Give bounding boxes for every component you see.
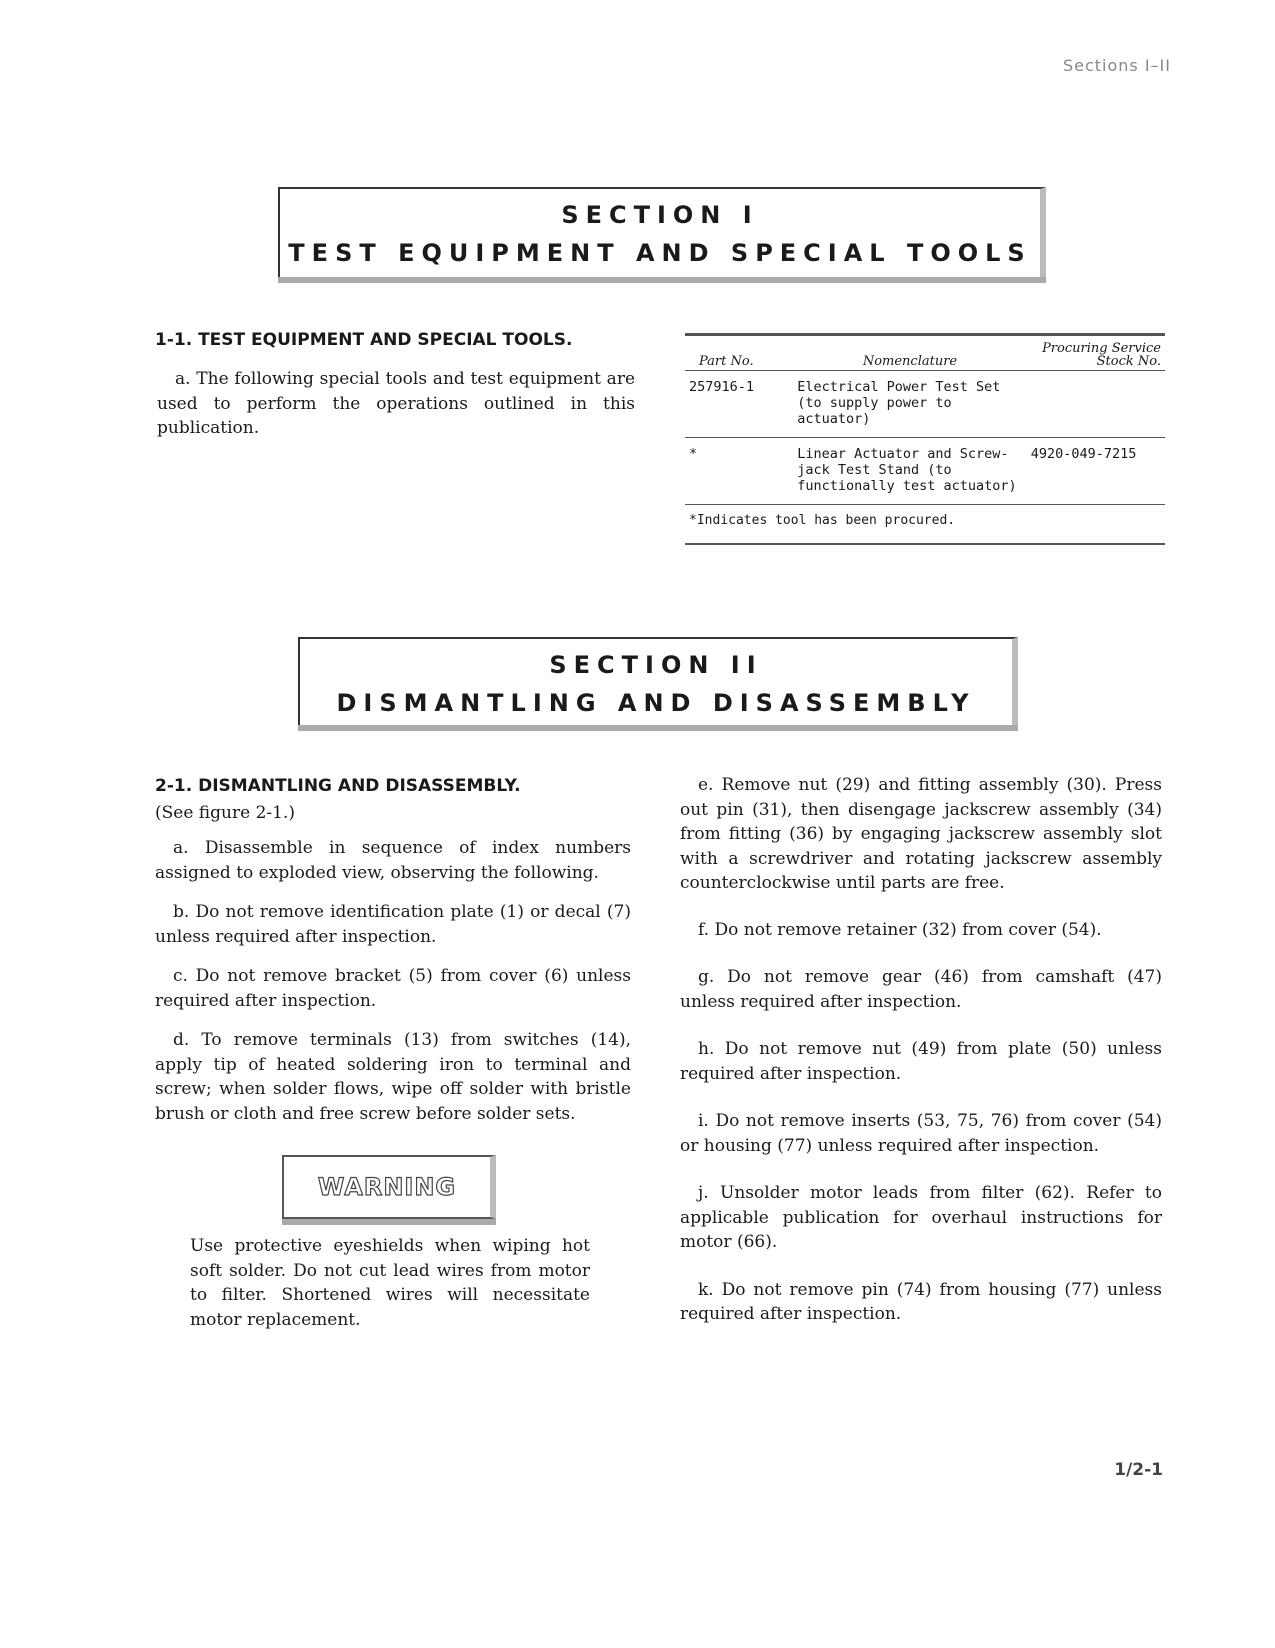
right-column xyxy=(680,773,1162,1327)
section-2-banner xyxy=(298,637,1018,725)
col-nomenclature: Nomenclature xyxy=(793,335,1026,371)
page-number: 1/2-1 xyxy=(1114,1460,1163,1480)
section-1-number: SECTION I xyxy=(561,201,759,229)
paragraph-text: a. The following special tools and test equipment are used to perform the operations outlined in this publication. xyxy=(157,369,635,438)
step-h: h. Do not remove nut (49) from plate (50) unless required after inspection. xyxy=(680,1039,1162,1084)
col-stock-no: Procuring Service Stock No. xyxy=(1027,335,1165,371)
step-k: k. Do not remove pin (74) from housing (77) unless required after inspection. xyxy=(680,1279,1162,1324)
step-b: b. Do not remove identification plate (1) or decal (7) unless required after inspection. xyxy=(155,902,631,947)
cell-stock-no xyxy=(1027,371,1165,438)
step-f: f. Do not remove retainer (32) from cover (54). xyxy=(698,919,1102,940)
tools-table xyxy=(685,333,1165,545)
table-footnote: *Indicates tool has been procured. xyxy=(685,505,1165,545)
step-i: i. Do not remove inserts (53, 75, 76) from cover (54) or housing (77) unless required after inspection. xyxy=(680,1111,1162,1156)
section-2-title: DISMANTLING AND DISASSEMBLY xyxy=(336,689,976,717)
step-a: a. Disassemble in sequence of index numbers assigned to exploded view, observing the following. xyxy=(155,838,631,883)
step-c: c. Do not remove bracket (5) from cover (6) unless required after inspection. xyxy=(155,966,631,1011)
table-row xyxy=(685,371,1165,438)
warning-text: Use protective eyeshields when wiping hot soft solder. Do not cut lead wires from motor to filter. Shortened wires will necessitate motor replacement. xyxy=(190,1236,590,1330)
running-header: Sections I–II xyxy=(1062,56,1171,75)
heading-1-1: 1-1. TEST EQUIPMENT AND SPECIAL TOOLS. xyxy=(155,330,573,350)
step-g: g. Do not remove gear (46) from camshaft (47) unless required after inspection. xyxy=(680,967,1162,1012)
cell-stock-no: 4920-049-7215 xyxy=(1027,438,1165,505)
warning-banner: WARNING xyxy=(282,1155,496,1219)
cell-nomenclature: Electrical Power Test Set (to supply power to actuator) xyxy=(793,371,1026,438)
step-e: e. Remove nut (29) and fitting assembly (30). Press out pin (31), then disengage jackscrew assembly (34) from fitting (36) by engaging jackscrew assembly slot with a screwdriver and rotating jackscrew assembly counterclockwise until parts are free. xyxy=(680,775,1162,893)
cell-nomenclature: Linear Actuator and Screw-jack Test Stand (to functionally test actuator) xyxy=(793,438,1026,505)
section-1-title: TEST EQUIPMENT AND SPECIAL TOOLS xyxy=(288,239,1032,267)
cell-part-no: 257916-1 xyxy=(685,371,793,438)
section-2-number: SECTION II xyxy=(549,651,763,679)
left-column xyxy=(155,836,631,1126)
paragraph-1-1-a xyxy=(157,367,635,441)
figure-reference: (See figure 2-1.) xyxy=(155,803,295,823)
table-note-row xyxy=(685,505,1165,545)
section-1-banner xyxy=(278,187,1046,277)
step-j: j. Unsolder motor leads from filter (62). Refer to applicable publication for overhaul instructions for motor (66). xyxy=(680,1183,1162,1252)
cell-part-no: * xyxy=(685,438,793,505)
col-part-no: Part No. xyxy=(685,335,793,371)
heading-2-1: 2-1. DISMANTLING AND DISASSEMBLY. xyxy=(155,776,521,796)
step-d: d. To remove terminals (13) from switches (14), apply tip of heated soldering iron to terminal and screw; when solder flows, wipe off solder with bristle brush or cloth and free screw before solder sets. xyxy=(155,1030,631,1124)
table-row xyxy=(685,438,1165,505)
table-header-row xyxy=(685,335,1165,371)
